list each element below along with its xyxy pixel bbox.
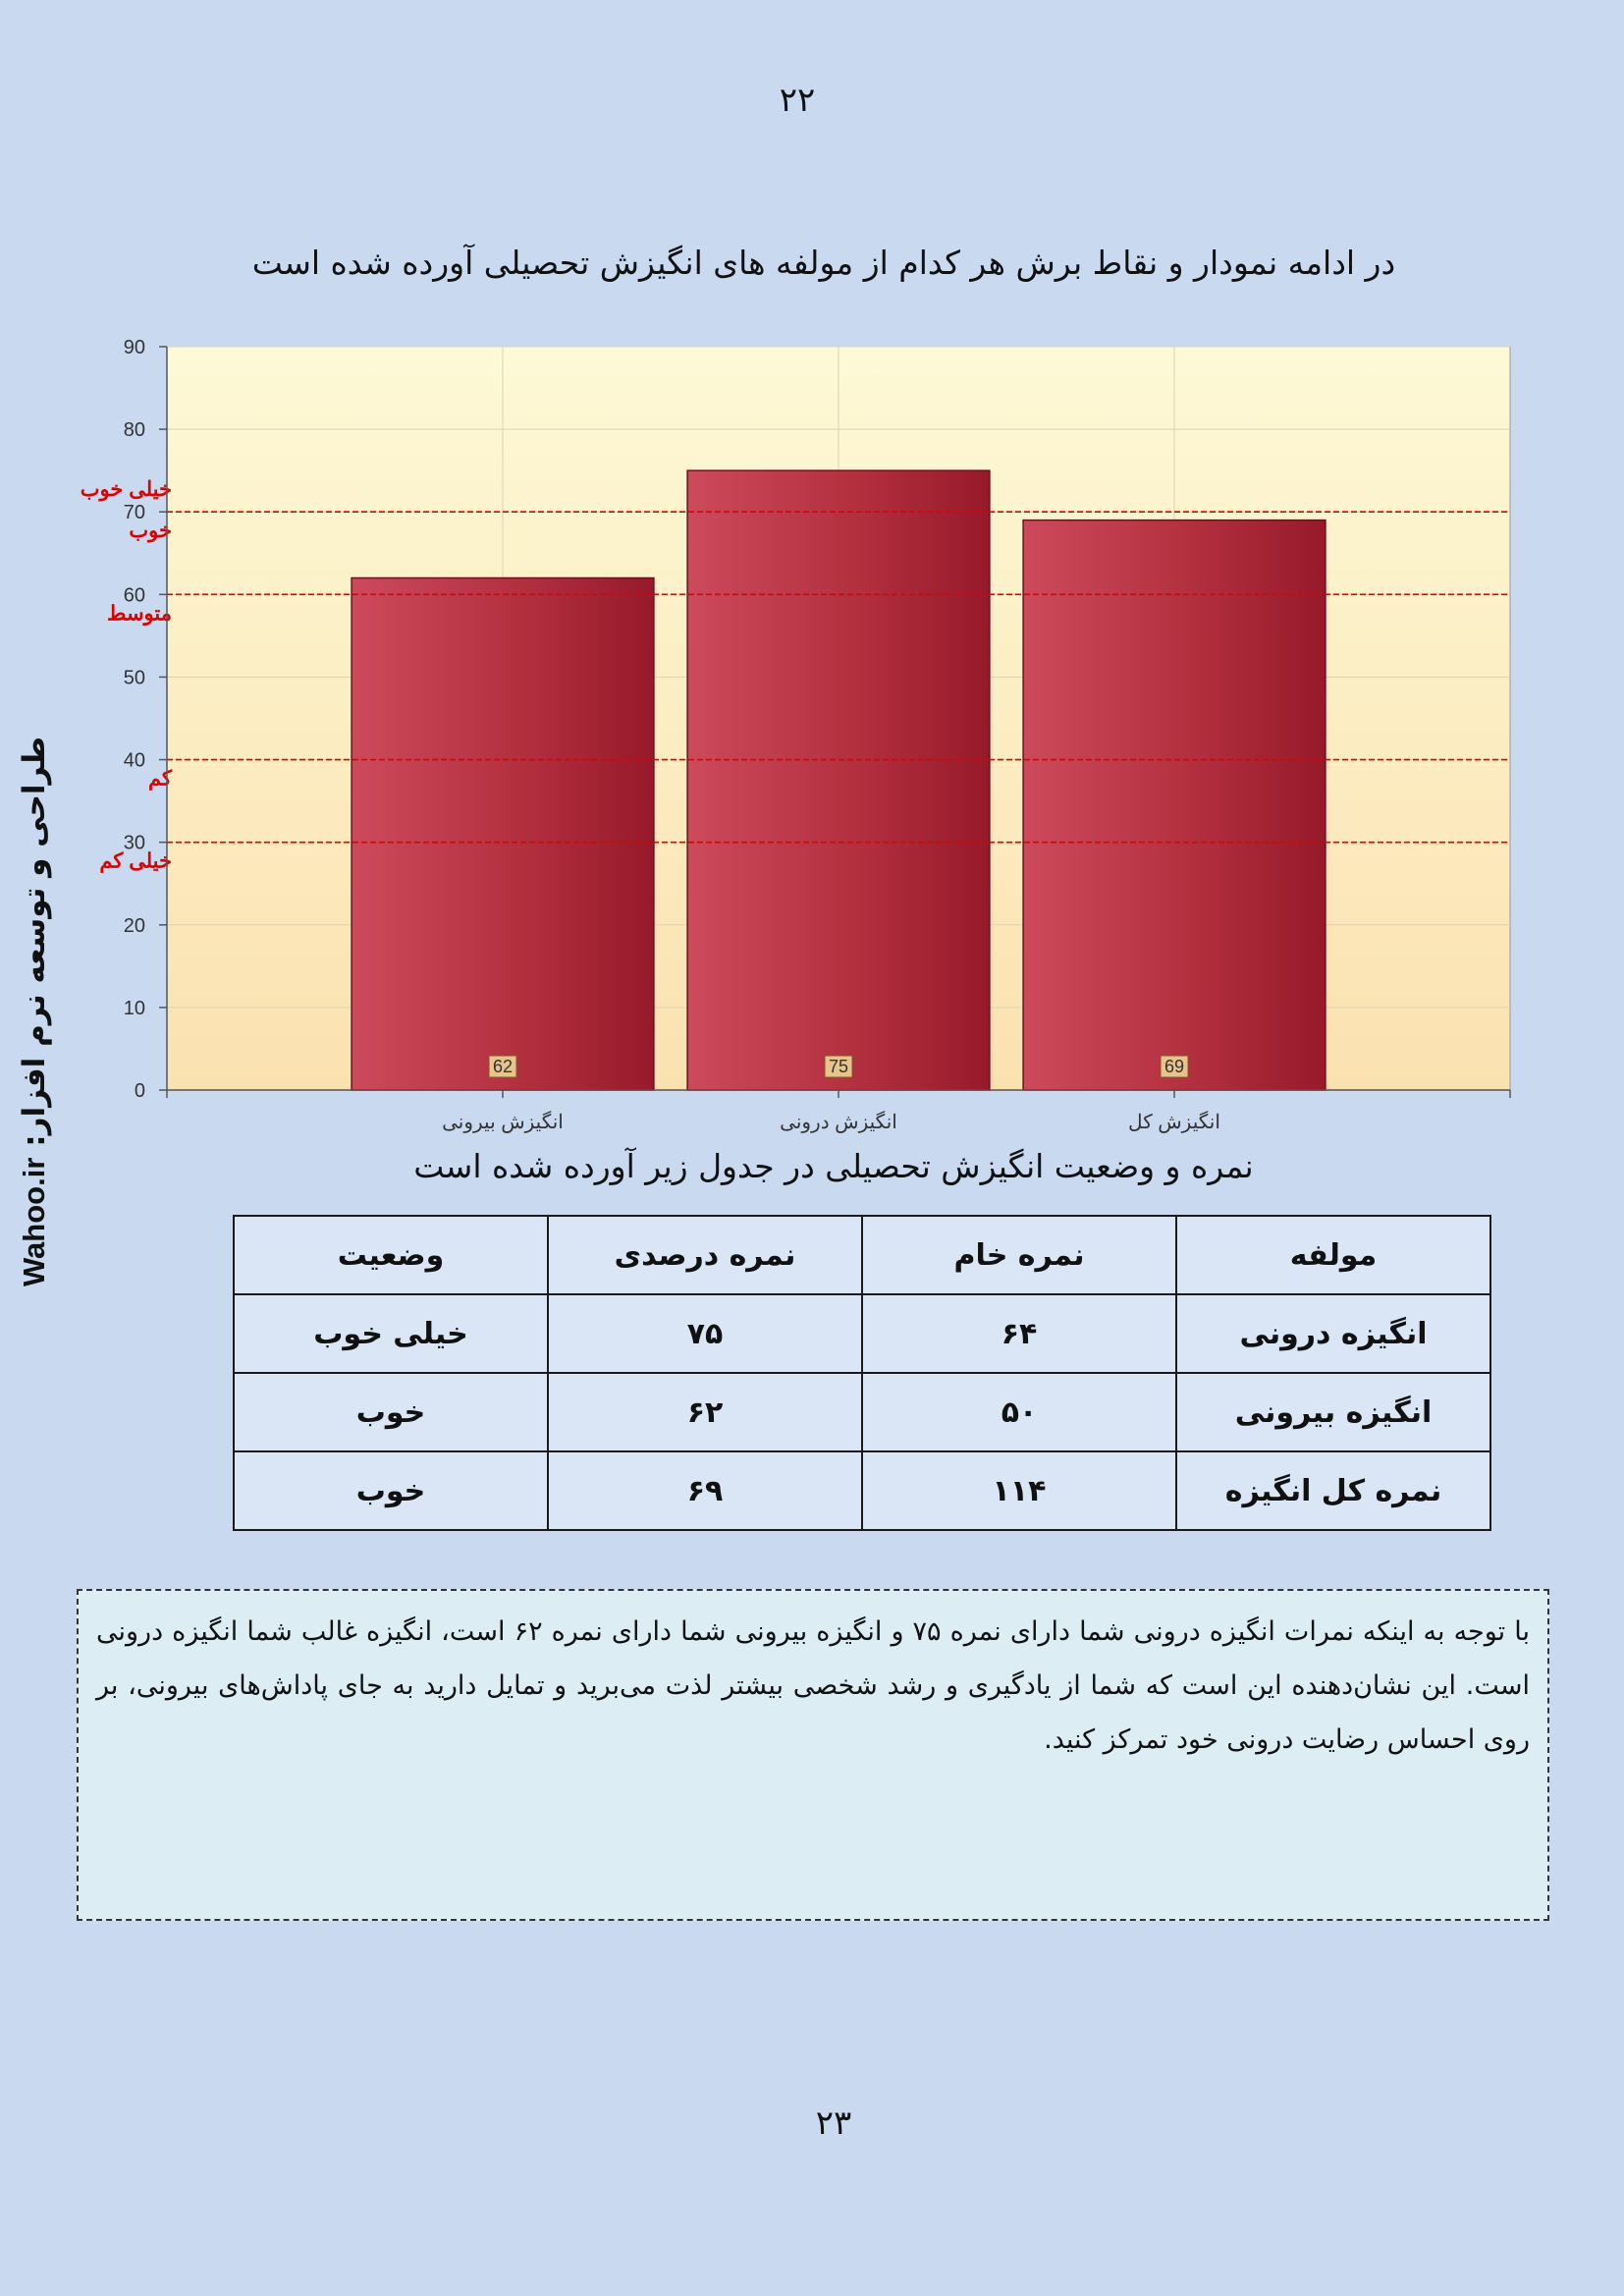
- page-number-top: ۲۲: [779, 81, 816, 120]
- data-label: 69: [1164, 1057, 1185, 1076]
- bar: [687, 470, 990, 1090]
- table-cell: انگیزه بیرونی: [1176, 1373, 1490, 1451]
- y-tick-label: 60: [123, 584, 145, 607]
- table-cell: انگیزه درونی: [1176, 1294, 1490, 1373]
- table-cell: خیلی خوب: [234, 1294, 548, 1373]
- y-tick-label: 10: [123, 997, 145, 1019]
- x-tick-label: انگیزش بیرونی: [442, 1112, 564, 1133]
- y-tick-label: 70: [123, 502, 145, 524]
- data-label: 62: [492, 1057, 514, 1076]
- x-tick-label: انگیزش کل: [1128, 1112, 1220, 1133]
- reference-label: خوب: [129, 519, 172, 543]
- column-header: مولفه: [1176, 1216, 1490, 1294]
- column-header: نمره درصدی: [548, 1216, 862, 1294]
- y-tick-label: 40: [123, 749, 145, 772]
- table-cell: ۶۹: [548, 1451, 862, 1530]
- table-cell: نمره کل انگیزه: [1176, 1451, 1490, 1530]
- table-row: [234, 1451, 1490, 1530]
- sidebar-text: طراحی و توسعه نرم افزار:: [17, 736, 52, 1147]
- y-tick-label: 30: [123, 832, 145, 854]
- x-tick-label: انگیزش درونی: [780, 1112, 897, 1133]
- chart-heading: در ادامه نمودار و نقاط برش هر کدام از مولفه های انگیزش تحصیلی آورده شده است: [251, 244, 1396, 282]
- table-cell: خوب: [234, 1373, 548, 1451]
- table-header-row: [234, 1216, 1490, 1294]
- y-tick-label: 80: [123, 419, 145, 442]
- scores-table: [233, 1215, 1491, 1531]
- column-header: نمره خام: [862, 1216, 1176, 1294]
- column-header: وضعیت: [234, 1216, 548, 1294]
- y-tick-label: 50: [123, 667, 145, 689]
- table-cell: ۷۵: [548, 1294, 862, 1373]
- y-tick-label: 20: [123, 914, 145, 937]
- table-cell: ۶۴: [862, 1294, 1176, 1373]
- reference-label: متوسط: [107, 602, 172, 626]
- interpretation-note: [77, 1589, 1549, 1921]
- reference-label: خیلی خوب: [80, 478, 172, 502]
- table-cell: ۶۲: [548, 1373, 862, 1451]
- bar: [352, 578, 654, 1090]
- table-heading: نمره و وضعیت انگیزش تحصیلی در جدول زیر آورده شده است: [413, 1147, 1254, 1185]
- table-cell: ۵۰: [862, 1373, 1176, 1451]
- bar: [1023, 520, 1326, 1090]
- reference-label: کم: [148, 767, 172, 791]
- y-tick-label: 90: [123, 337, 145, 358]
- table-row: [234, 1294, 1490, 1373]
- reference-label: خیلی کم: [99, 849, 172, 873]
- note-text: با توجه به اینکه نمرات انگیزه درونی شما دارای نمره ۷۵ و انگیزه بیرونی شما دارای نمره ۶۲ است، انگیزه غالب شما انگیزه درونی است. این نشان‌دهنده این است که شما از یادگیری و رشد شخصی بیشتر لذت می‌برید و تمایل دارید به جای پاداش‌های بیرونی، بر روی احساس رضایت درونی خود تمرکز کنید.: [96, 1616, 1530, 1755]
- table-row: [234, 1373, 1490, 1451]
- watermark-text: Wahoo.ir: [17, 1157, 51, 1287]
- y-tick-label: 0: [134, 1080, 145, 1102]
- data-label: 75: [828, 1057, 849, 1076]
- table-cell: خوب: [234, 1451, 548, 1530]
- table-cell: ۱۱۴: [862, 1451, 1176, 1530]
- page-number-bottom: ۲۳: [815, 2104, 852, 2143]
